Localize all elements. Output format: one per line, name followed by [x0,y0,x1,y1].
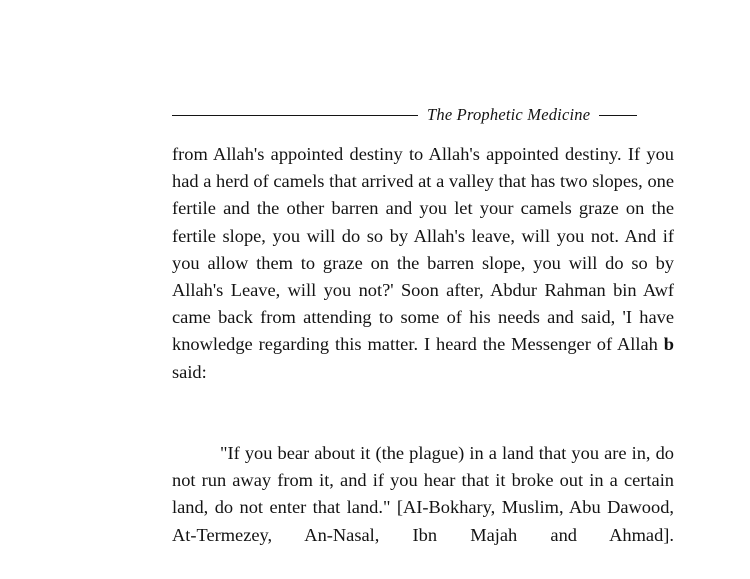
body-text-column [172,141,674,576]
running-header [172,100,673,130]
honorific-glyph: b [663,334,674,355]
running-header-title: The Prophetic Medicine [427,105,591,124]
header-rule-left-icon [172,115,418,116]
paragraph-2: "If you bear about it (the plague) in a land that you are in, do not run away from it, and if you hear that it broke out in a certain land, do not enter that land." [AI-Bokhary, Muslim, Abu Dawood, At-Termezey, An-Nasal, Ibn Majah and Ahmad]. [172,443,674,545]
header-rule-right-icon [599,115,637,116]
paragraph-1: from Allah's appointed destiny to Allah's appointed destiny. If you had a herd of camels that arrived at a valley that has two slopes, one fertile and the other barren and you let your camels graze on the fertile slope, you will do so by Allah's leave, will you not. And if you allow them to graze on the barren slope, you will do so by Allah's Leave, will you not?' Soon after, Abdur Rahman bin Awf came back from attending to some of his needs and said, 'I have knowledge regarding this matter. I heard the Messenger of Allah b said: [172,144,674,382]
